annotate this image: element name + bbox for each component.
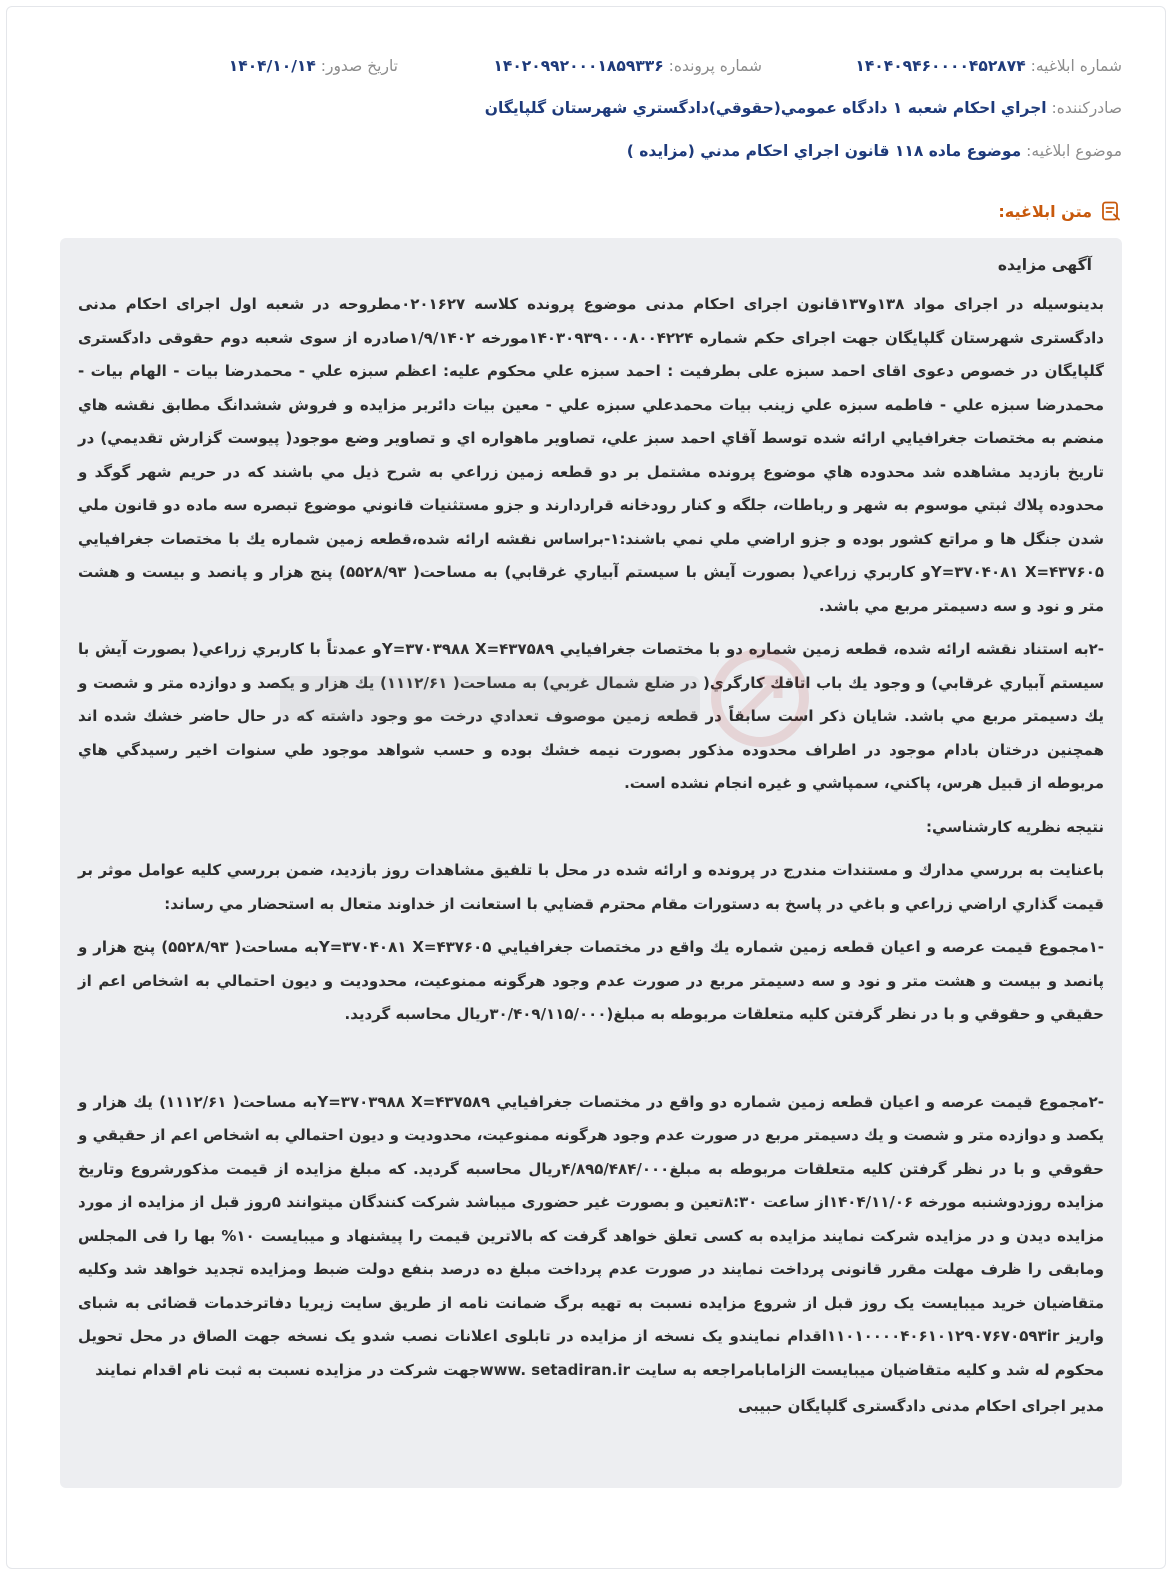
notice-number [855,57,1122,75]
subject-value: موضوع ماده ۱۱۸ قانون اجراي احكام مدني (مزايده ) [626,142,1022,160]
case-number [493,57,762,75]
notice-text-title [998,200,1122,222]
issuer-value: اجراي احكام شعبه ۱ دادگاه عمومي(حقوقي)دادگستري شهرستان گلپايگان [484,99,1047,117]
case-number-label: شماره پرونده: [668,57,762,75]
notice-paragraph-4: باعنایت به بررسي مدارك و مستندات مندرج در پرونده و ارائه شده در محل با تلفیق مشاهدات روز بازدید، ضمن بررسي کلیه عوامل موثر بر قیمت گذاري اراضي زراعي و باغي در پاسخ به دستورات مقام محترم قضایي با استعانت از خداوند متعال به استحضار مي رساند: [78,861,1104,913]
notice-number-label: شماره ابلاغيه: [1030,57,1122,75]
issue-date-label: تاريخ صدور: [320,57,398,75]
expert-opinion-heading: نتیجه نظریه کارشناسي: [926,817,1104,836]
notice-paragraph-1: بدینوسیله در اجرای مواد ۱۳۸و۱۳۷قانون اجرای احکام مدنی موضوع پرونده کلاسه ۰۲۰۱۶۲۷مطروحه در شعبه اول اجرای احکام مدنی دادگستری شهرستان گلپایگان جهت اجرای حکم شماره ۱۴۰۳۰۹۳۹۰۰۰۸۰۰۴۲۲۴مورخه ۱/۹/۱۴۰۲صادره از سوی شعبه دوم حقوقی دادگستری گلپایگان در خصوص دعوی اقای احمد سبزه علی بطرفیت : احمد سبزه علي محکوم علیه: اعظم سبزه علي - محمدرضا بیات - الهام بیات - محمدرضا سبزه علي - فاطمه سبزه علي زینب بیات محمدعلي سبزه علي - معین بیات دائربر مزایده و فروش ششدانگ مطابق نقشه هاي منضم به مختصات جغرافیایي ارائه شده توسط آقاي احمد سبز علي، تصاوير ماهواره اي و تصاویر وضع موجود( پیوست گزارش تقدیمي) در تاریخ بازدید مشاهده شد محدوده هاي موضوع پرونده مشتمل بر دو قطعه زمین زراعي به شرح ذيل مي باشند که در حریم شهر گوگد و محدوده پلاك ثبتي موسوم به شهر و رباطات، جلگه و کنار رودخانه قراردارند و جزو مستثنیات قانوني موضوع تبصره سه ماده دو قانون ملي شدن جنگل ها و مراتع کشور بوده و جزو اراضي ملي نمي باشند:۱-براساس نقشه ارائه شده،قطعه زمین شماره یك با مختصات جغرافیایي Y=۳۷۰۴۰۸۱ X=۴۳۷۶۰۵و کاربري زراعي( بصورت آیش با سیستم آبیاري غرقابي) به مساحت( ۵۵۲۸/۹۳) پنج هزار و پانصد و بیست و هشت متر و نود و سه دسیمتر مربع مي باشد. [78,295,1105,615]
subject-row [627,142,1122,160]
notice-paragraph-2: -۲به استناد نقشه ارائه شده، قطعه زمین شماره دو با مختصات جغرافیایي Y=۳۷۰۳۹۸۸ X=۴۳۷۵۸۹و عمدتاً با کاربري زراعي( بصورت آیش با سیستم آبیاري غرقابي) و وجود یك باب اتاقك کارگري( در ضلع شمال غربي) به مساحت( ۱۱۱۲/۶۱) یك هزار و یکصد و دوازده متر و شصت و یك دسیمتر مربع مي باشد. شایان ذکر است سابقاً در قطعه زمین موصوف تعدادي درخت مو وجود داشته که در حال حاضر خشك شده اند همچنین درختان بادام موجود در اطراف محدوده مذکور بصورت نیمه خشك بوده و حسب شواهد موجود طي سنوات اخیر رسیدگي هاي مربوطه از قبیل هرس، پاکني، سمپاشي و غیره انجام نشده است. [78,640,1104,792]
notice-heading: آگهی مزایده [997,256,1092,274]
issuer-label: صادرکننده: [1051,99,1122,117]
issue-date [229,57,398,75]
case-number-value: ۱۴۰۲۰۹۹۲۰۰۰۱۸۵۹۳۳۶ [493,57,664,75]
notice-number-value: ۱۴۰۴۰۹۴۶۰۰۰۰۴۵۲۸۷۴ [855,57,1026,75]
issue-date-value: ۱۴۰۴/۱۰/۱۴ [228,57,316,75]
issuer-row [485,99,1122,117]
notice-body [60,238,1122,1488]
notice-paragraph-5: -۱مجموع قیمت عرصه و اعیان قطعه زمین شماره یك واقع در مختصات جغرافیایي Y=۳۷۰۴۰۸۱ X=۴۳۷۶۰۵به مساحت( ۵۵۲۸/۹۳) پنج هزار و پانصد و بیست و هشت متر و نود و سه دسیمتر مربع در صورت عدم وجود هرگونه ممنوعیت، محدودیت و دیون احتمالي به اشخاص اعم از حقیقي و حقوقي و با در نظر گرفتن کلیه متعلقات مربوطه به مبلغ(۳۰/۴۰۹/۱۱۵/۰۰۰ريال محاسبه گردید. [78,938,1104,1023]
signature-line: مدير اجرای احکام مدنی دادگستری گلپايگان حبيبی [738,1397,1104,1415]
notice-paragraph-6: -۲مجموع قیمت عرصه و اعیان قطعه زمین شماره دو واقع در مختصات جغرافیایي Y=۳۷۰۳۹۸۸ X=۴۳۷۵۸۹به مساحت( ۱۱۱۲/۶۱) یك هزار و یکصد و دوازده متر و شصت و یك دسیمتر مربع در صورت عدم وجود هرگونه ممنوعیت، محدودیت و دیون احتمالي به اشخاص اعم از حقیقي و حقوقي و با در نظر گرفتن کلیه متعلقات مربوطه به مبلغ۴/۸۹۵/۴۸۴/۰۰۰ريال محاسبه گردید. که مبلغ مزایده از قیمت مذکورشروع وتاريخ مزايده روزدوشنبه مورخه ۱۴۰۴/۱۱/۰۶از ساعت ۸:۳۰تعین و بصورت غير حضوری ميباشد شرکت کنندگان ميتوانند ۵روز قبل از مزايده از مورد مزايده ديدن و در مزايده شرکت نمايند مزايده به کسی تعلق خواهد گرفت که بالاترين قيمت را پيشنهاد و ميبايست ۱۰% بها را فی المجلس ومابقی را ظرف مهلت مقرر قانونی پرداخت نمايند در صورت عدم پرداخت مبلغ ده درصد بنفع دولت ضبط ومزايده تجديد خواهد شد وکليه متقاضيان خريد ميبايست يک روز قبل از شروع مزايده نسبت به تهيه برگ ضمانت نامه از طريق سايت زيريا دفاترخدمات قضائی به شبای واريز ۱۱۰۱۰۰۰۰۴۰۶۱۰۱۲۹۰۷۶۷۰۵۹۳irاقدام نمايندو يک نسخه از مزايده در تابلوی اعلانات نصب شدو يک نسخه جهت الصاق در محل تحويل محکوم له شد و کليه متقاضيان ميبايست الزامابامراجعه به سايت www. setadiran.irجهت شرکت در مزايده نسبت به ثبت نام اقدام نمايند [78,1092,1105,1379]
document-text-icon [1100,200,1122,222]
section-title-text: متن ابلاغيه: [998,201,1092,221]
subject-label: موضوع ابلاغيه: [1026,142,1122,160]
spacer [78,1042,1104,1086]
